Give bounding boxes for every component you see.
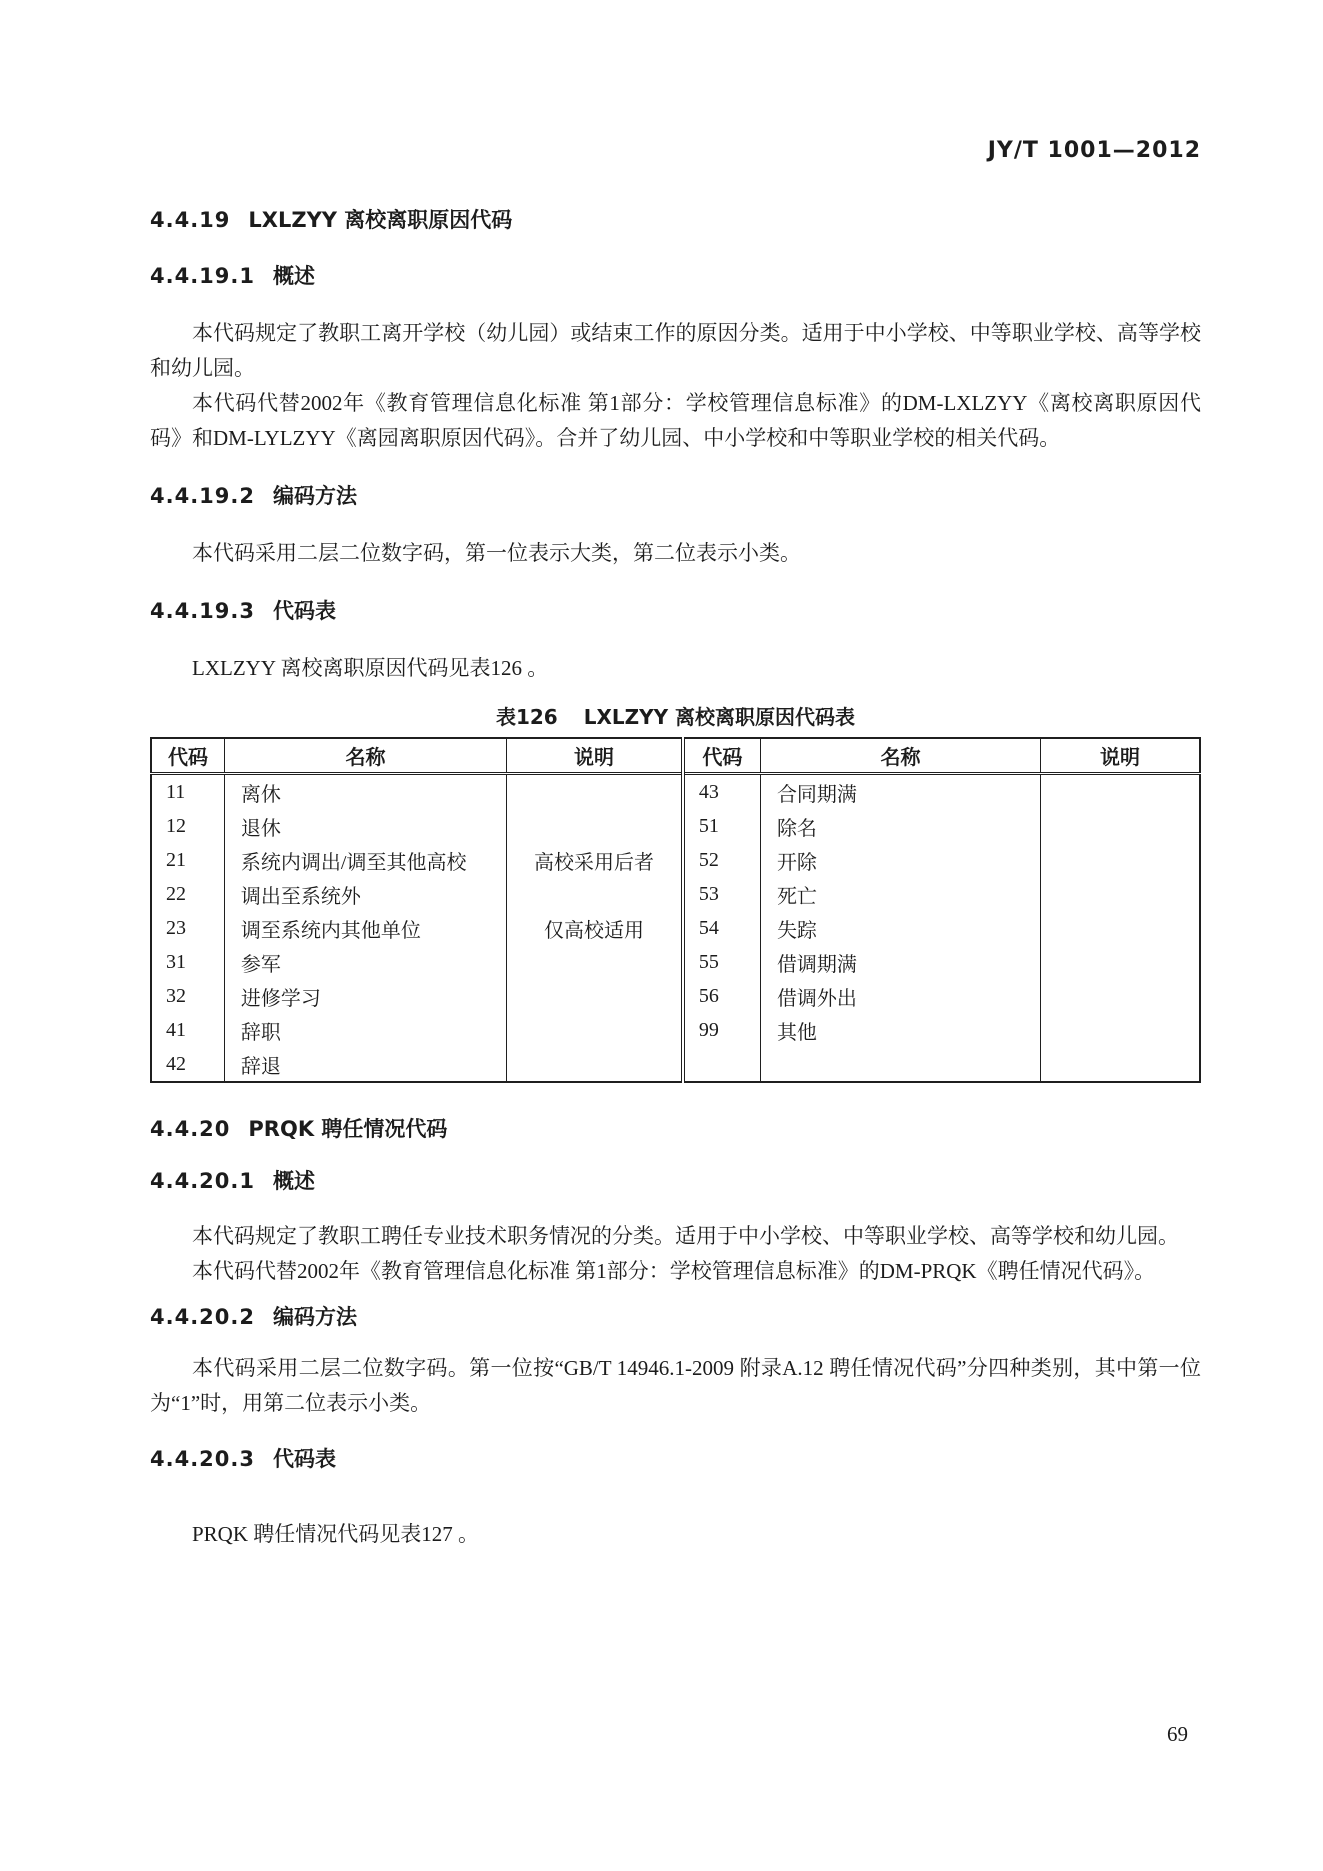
paragraph-scope: 本代码规定了教职工离开学校（幼儿园）或结束工作的原因分类。适用于中小学校、中等职业学校、高等学校和幼儿园。: [150, 321, 1201, 380]
name-cell: 开除: [760, 843, 1040, 877]
heading-number: 4.4.20: [150, 1117, 231, 1141]
table-header-cell: 代码: [151, 738, 224, 774]
heading-number: 4.4.19: [150, 208, 231, 232]
paragraph-table-reference: LXLZYY 离校离职原因代码见表126 。: [192, 656, 549, 680]
table-row: [151, 979, 1200, 1013]
note-cell: [1041, 911, 1200, 945]
page-number: 69: [1167, 1722, 1188, 1746]
table-header-row: [151, 738, 1200, 774]
code-cell: 99: [683, 1013, 761, 1047]
heading-title: PRQK 聘任情况代码: [248, 1117, 448, 1141]
name-cell: 进修学习: [224, 979, 506, 1013]
code-cell: 56: [683, 979, 761, 1013]
heading-title: 概述: [273, 264, 315, 288]
name-cell: 合同期满: [760, 774, 1040, 810]
name-cell: 辞职: [224, 1013, 506, 1047]
paragraph-encoding-method: 本代码采用二层二位数字码，第一位表示大类，第二位表示小类。: [192, 541, 801, 565]
table-header-cell: 名称: [224, 738, 506, 774]
note-cell: [1041, 877, 1200, 911]
code-cell: 32: [166, 984, 186, 1007]
doc-number-header: JY/T 1001—2012: [987, 138, 1201, 163]
name-cell: 借调外出: [760, 979, 1040, 1013]
code-cell: 11: [166, 780, 186, 803]
code-cell: 22: [166, 882, 186, 905]
code-cell: 41: [166, 1018, 186, 1041]
heading-4-4-19-3: [150, 597, 1201, 625]
table-row: [151, 843, 1200, 877]
code-cell: 12: [166, 814, 186, 837]
heading-number: 4.4.19.2: [150, 484, 255, 508]
code-cell: 52: [683, 843, 761, 877]
heading-4-4-20-2: [150, 1303, 1201, 1331]
note-cell: [1041, 945, 1200, 979]
name-cell: 离休: [224, 774, 506, 810]
table-row: [151, 877, 1200, 911]
name-cell: 调至系统内其他单位: [224, 911, 506, 945]
table-header-cell: 代码: [683, 738, 761, 774]
table-row: [151, 1013, 1200, 1047]
code-cell: 55: [683, 945, 761, 979]
heading-title: 概述: [273, 1169, 315, 1193]
note-cell: [507, 1047, 683, 1082]
table-header-cell: 说明: [1041, 738, 1200, 774]
heading-number: 4.4.20.1: [150, 1169, 255, 1193]
heading-number: 4.4.19.1: [150, 264, 255, 288]
table-row: [151, 809, 1200, 843]
table-body: [151, 774, 1200, 1083]
note-cell: 高校采用后者: [507, 843, 683, 877]
heading-4-4-20: [150, 1115, 1201, 1143]
code-cell: 23: [166, 916, 186, 939]
heading-title: 代码表: [273, 599, 336, 623]
note-cell: [1041, 774, 1200, 810]
name-cell: 系统内调出/调至其他高校: [224, 843, 506, 877]
name-cell: 调出至系统外: [224, 877, 506, 911]
code-cell: 43: [683, 774, 761, 810]
name-cell: 失踪: [760, 911, 1040, 945]
note-cell: [507, 979, 683, 1013]
note-cell: [1041, 1047, 1200, 1082]
note-cell: [507, 877, 683, 911]
note-cell: [507, 945, 683, 979]
name-cell: 其他: [760, 1013, 1040, 1047]
heading-4-4-20-3: [150, 1445, 1201, 1473]
heading-4-4-19: [150, 206, 1201, 234]
code-table: [150, 737, 1201, 1083]
code-cell: 53: [683, 877, 761, 911]
code-cell: 31: [166, 950, 186, 973]
paragraph-encoding-method: 本代码采用二层二位数字码。第一位按“GB/T 14946.1-2009 附录A.12 聘任情况代码”分四种类别，其中第一位为“1”时，用第二位表示小类。: [150, 1356, 1201, 1415]
code-cell: [683, 1047, 761, 1082]
note-cell: [1041, 809, 1200, 843]
note-cell: [507, 809, 683, 843]
name-cell: 除名: [760, 809, 1040, 843]
name-cell: 退休: [224, 809, 506, 843]
note-cell: [507, 774, 683, 810]
paragraph-replacement: 本代码代替2002年《教育管理信息化标准 第1部分：学校管理信息标准》的DM-LXLZYY《离校离职原因代码》和DM-LYLZYY《离园离职原因代码》。合并了幼儿园、中小学校和中等职业学校的相关代码。: [150, 391, 1201, 450]
note-cell: [1041, 1013, 1200, 1047]
code-cell: 54: [683, 911, 761, 945]
paragraph-scope: 本代码规定了教职工聘任专业技术职务情况的分类。适用于中小学校、中等职业学校、高等学校和幼儿园。: [192, 1224, 1179, 1248]
table-caption-title: LXLZYY 离校离职原因代码表: [583, 705, 856, 729]
name-cell: [760, 1047, 1040, 1082]
heading-number: 4.4.19.3: [150, 599, 255, 623]
note-cell: [507, 1013, 683, 1047]
heading-title: LXLZYY 离校离职原因代码: [248, 208, 513, 232]
table-row: [151, 945, 1200, 979]
code-cell: 42: [166, 1052, 186, 1075]
name-cell: 参军: [224, 945, 506, 979]
name-cell: 借调期满: [760, 945, 1040, 979]
heading-title: 编码方法: [273, 1305, 357, 1329]
table-header-cell: 名称: [760, 738, 1040, 774]
heading-number: 4.4.20.3: [150, 1447, 255, 1471]
heading-4-4-19-1: [150, 262, 1201, 290]
table-row: [151, 911, 1200, 945]
paragraph-replacement: 本代码代替2002年《教育管理信息化标准 第1部分：学校管理信息标准》的DM-PRQK《聘任情况代码》。: [192, 1259, 1156, 1283]
note-cell: [1041, 843, 1200, 877]
table-row: [151, 774, 1200, 810]
table-header-cell: 说明: [507, 738, 683, 774]
paragraph-table-reference: PRQK 聘任情况代码见表127 。: [192, 1522, 480, 1546]
heading-title: 编码方法: [273, 484, 357, 508]
heading-4-4-20-1: [150, 1167, 1201, 1195]
heading-4-4-19-2: [150, 482, 1201, 510]
note-cell: 仅高校适用: [507, 911, 683, 945]
code-cell: 51: [683, 809, 761, 843]
heading-number: 4.4.20.2: [150, 1305, 255, 1329]
name-cell: 辞退: [224, 1047, 506, 1082]
table-caption-label: 表126: [495, 705, 558, 729]
heading-title: 代码表: [273, 1447, 336, 1471]
code-cell: 21: [166, 848, 186, 871]
table-row: [151, 1047, 1200, 1082]
name-cell: 死亡: [760, 877, 1040, 911]
note-cell: [1041, 979, 1200, 1013]
table-caption: [150, 702, 1201, 732]
